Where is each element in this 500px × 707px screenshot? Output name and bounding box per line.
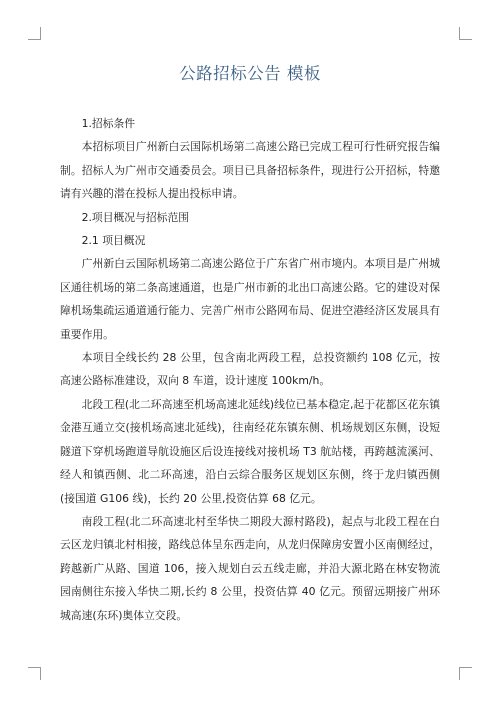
paragraph-bidding-conditions: 本招标项目广州新白云国际机场第二高速公路已完成工程可行性研究报告编制。招标人为广州市交通委员会。项目已具备招标条件，现进行公开招标，特邀请有兴趣的潜在投标人提出投标申请。: [60, 140, 440, 201]
document-page: [60, 54, 440, 627]
paragraph-north-section: 北段工程(北二环高速至机场高速北延线)线位已基本稳定,起于花都区花东镇金港互通立交(接机场高速北延线)，往南经花东镇东侧、机场规划区东侧，设短隧道下穿机场跑道导航设施区后设连接线对接机场 T3 航站楼，再跨越流溪河、经人和镇西侧、北二环高速，沿白云综合服务区规划区东侧，终于龙归镇西侧(接国道 G106 线)，长约 20 公里,投资估算 68 亿元。: [60, 397, 440, 505]
document-title: 公路招标公告 模板: [179, 64, 321, 83]
paragraph-south-section: 南段工程(北二环高速北村至华快二期段大源村路段)，起点与北段工程在白云区龙归镇北村相接，路线总体呈东西走向，从龙归保障房安置小区南侧经过，跨越新广从路、国道 106，接入规划白云五线走廊，并沿大源北路在林安物流园南侧往东接入华快二期,长约 8 公里，投资估算 40 亿元。预留远期接广州环城高速(东环)奥体立交段。: [60, 514, 440, 622]
section-heading-bidding-conditions: 1.招标条件: [81, 117, 136, 130]
page-corner-mark-bottom-left: [28, 667, 41, 680]
page-corner-mark-top-left: [28, 27, 41, 40]
paragraph-project-location: 广州新白云国际机场第二高速公路位于广东省广州市境内。本项目是广州城区通往机场的第二条高速通道，也是广州市新的北出口高速公路。它的建设对保障机场集疏运通道通行能力、完善广州市公路网布局、促进空港经济区发展具有重要作用。: [60, 257, 440, 341]
paragraph-project-length-investment: 本项目全线长约 28 公里，包含南北两段工程，总投资额约 108 亿元，按高速公路标准建设，双向 8 车道，设计速度 100km/h。: [60, 351, 440, 388]
page-corner-mark-bottom-right: [459, 667, 472, 680]
section-heading-project-overview-scope: 2.项目概况与招标范围: [81, 210, 190, 224]
page-corner-mark-top-right: [459, 27, 472, 40]
subsection-heading-project-overview: 2.1 项目概况: [81, 234, 146, 248]
